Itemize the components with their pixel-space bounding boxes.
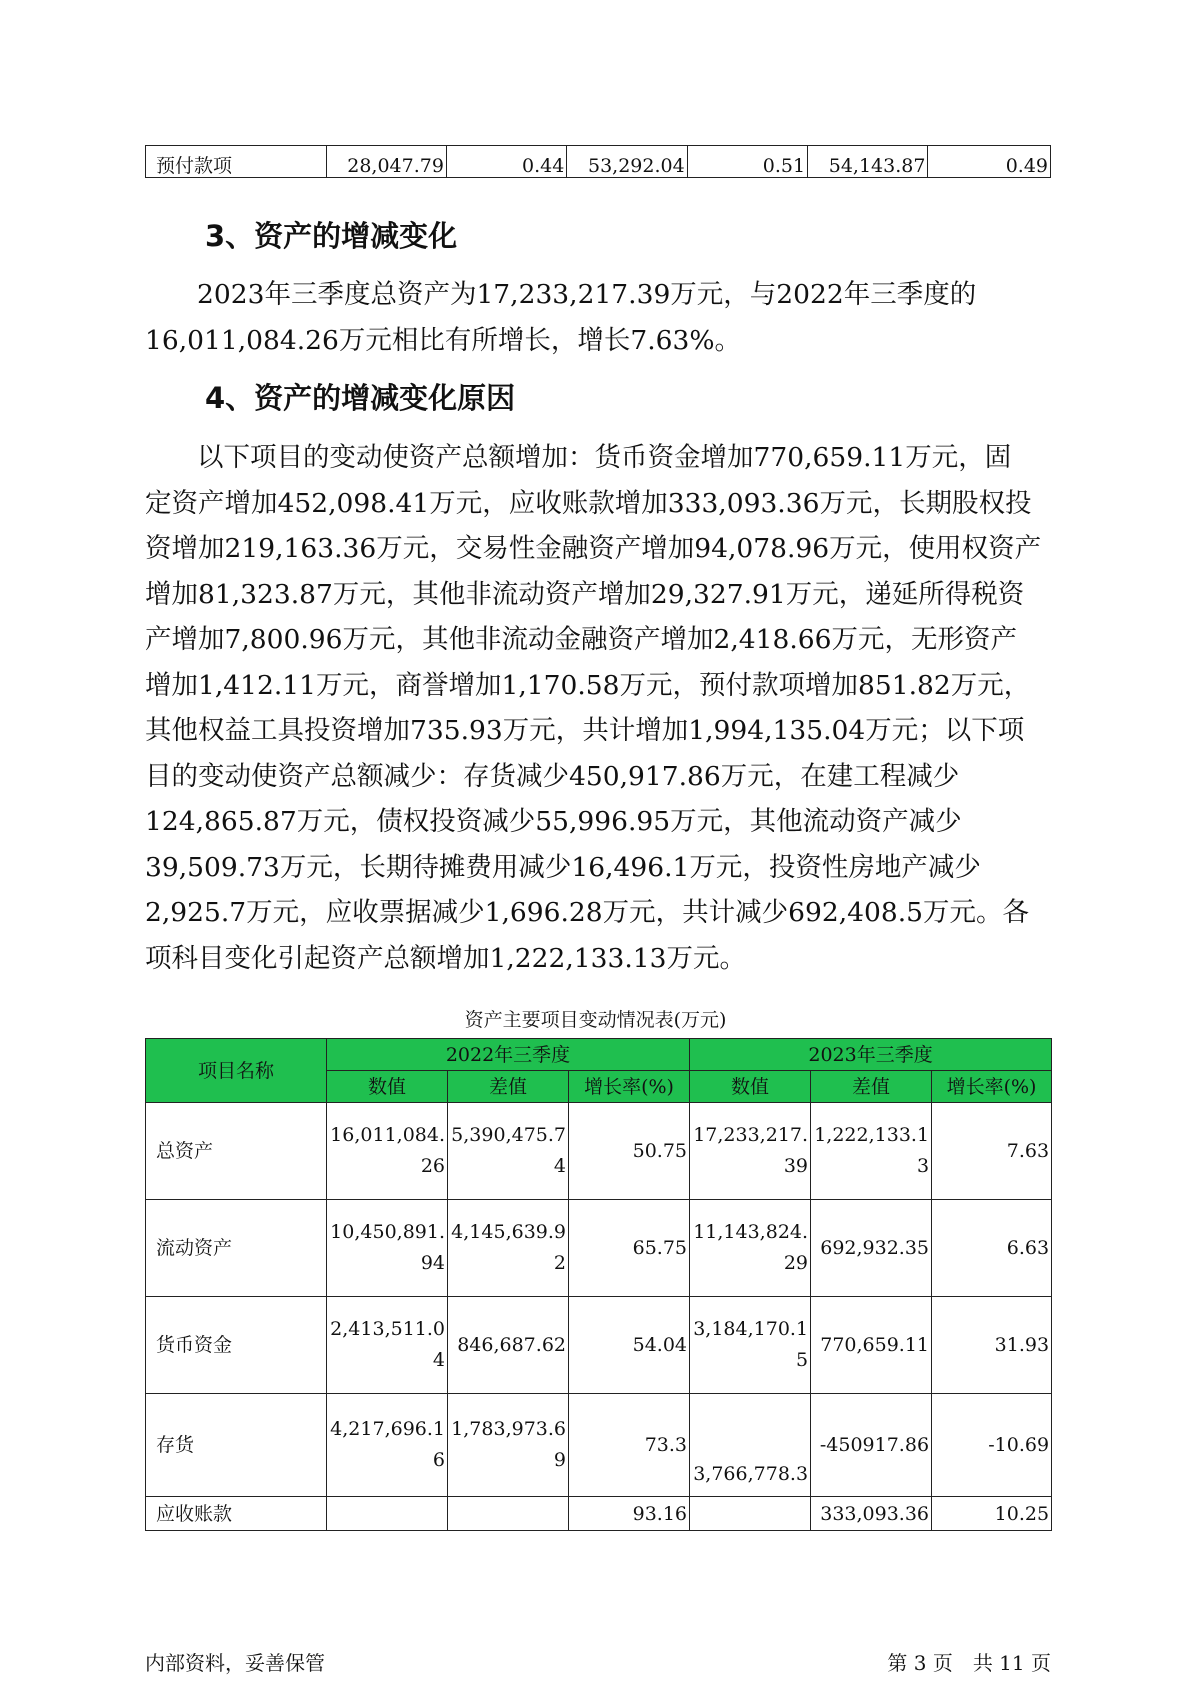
table-cell: 10,450,891.94: [327, 1200, 448, 1297]
footer-confidential-note: 内部资料，妥善保管: [145, 1651, 325, 1675]
table-cell: 0.49: [928, 146, 1051, 178]
paragraph-line: 增加1,412.11万元，商誉增加1,170.58万元，预付款项增加851.82万元，: [145, 669, 1031, 701]
table-cell: 53,292.04: [567, 146, 687, 178]
table-row: [146, 1497, 1052, 1531]
paragraph-line: 16,011,084.26万元相比有所增长，增长7.63%。: [145, 324, 742, 356]
table-cell: 4,217,696.16: [327, 1394, 448, 1497]
table-row: [146, 1103, 1052, 1200]
row-name: 应收账款: [146, 1497, 327, 1531]
header-growth: 增长率(%): [932, 1071, 1052, 1103]
header-growth: 增长率(%): [569, 1071, 690, 1103]
table-cell: 预付款项: [146, 146, 327, 178]
section-paragraph: [145, 272, 1051, 363]
header-value: 数值: [690, 1071, 811, 1103]
paragraph-line: 2023年三季度总资产为17,233,217.39万元，与2022年三季度的: [197, 279, 977, 310]
paragraph-line: 39,509.73万元，长期待摊费用减少16,496.1万元，投资性房地产减少: [145, 851, 981, 883]
table-cell: -10.69: [932, 1394, 1052, 1497]
table-cell: 0.44: [446, 146, 566, 178]
table-cell: 31.93: [932, 1297, 1052, 1394]
paragraph-line: 项科目变化引起资产总额增加1,222,133.13万元。: [145, 942, 747, 974]
table-cell: 11,143,824.29: [690, 1200, 811, 1297]
table-cell: 28,047.79: [326, 146, 446, 178]
table-cell: 692,932.35: [811, 1200, 932, 1297]
table-cell: 770,659.11: [811, 1297, 932, 1394]
paragraph-line: 2,925.7万元，应收票据减少1,696.28万元，共计减少692,408.5万元。各: [145, 897, 1030, 928]
table-cell: 6.63: [932, 1200, 1052, 1297]
table-header-row: [146, 1039, 1052, 1071]
section-paragraph: [145, 435, 1051, 981]
table-cell: 333,093.36: [811, 1497, 932, 1531]
table-cell: 54,143.87: [808, 146, 928, 178]
table-cell: [448, 1497, 569, 1531]
paragraph-line: 其他权益工具投资增加735.93万元，共计增加1,994,135.04万元；以下项: [145, 715, 1025, 746]
paragraph-line: 以下项目的变动使资产总额增加：货币资金增加770,659.11万元，固: [197, 442, 1012, 473]
previous-table-fragment: [145, 145, 1051, 178]
table-cell: 4,145,639.92: [448, 1200, 569, 1297]
header-period-2023: 2023年三季度: [690, 1039, 1052, 1071]
table-cell: 50.75: [569, 1103, 690, 1200]
table-cell: 3,184,170.15: [690, 1297, 811, 1394]
table-cell: 1,783,973.69: [448, 1394, 569, 1497]
table-cell: 0.51: [687, 146, 807, 178]
header-period-2022: 2022年三季度: [327, 1039, 690, 1071]
header-diff: 差值: [448, 1071, 569, 1103]
table-cell: -450917.86: [811, 1394, 932, 1497]
section-heading: 3、资产的增减变化: [205, 219, 458, 253]
section-heading: 4、资产的增减变化原因: [205, 381, 516, 415]
table-cell: 846,687.62: [448, 1297, 569, 1394]
table-cell: 5,390,475.74: [448, 1103, 569, 1200]
header-value: 数值: [327, 1071, 448, 1103]
table-cell: 54.04: [569, 1297, 690, 1394]
table-cell: 93.16: [569, 1497, 690, 1531]
paragraph-line: 产增加7,800.96万元，其他非流动金融资产增加2,418.66万元，无形资产: [145, 624, 1018, 655]
table-cell: 16,011,084.26: [327, 1103, 448, 1200]
table-cell: 3,766,778.3: [690, 1394, 811, 1497]
table-caption: 资产主要项目变动情况表(万元): [464, 1009, 727, 1031]
table-row: [146, 1297, 1052, 1394]
asset-change-table: [145, 1038, 1052, 1531]
row-name: 流动资产: [146, 1200, 327, 1297]
paragraph-line: 124,865.87万元，债权投资减少55,996.95万元，其他流动资产减少: [145, 806, 962, 837]
paragraph-line: 资增加219,163.36万元，交易性金融资产增加94,078.96万元，使用权资产: [145, 533, 1042, 564]
table-cell: [327, 1497, 448, 1531]
table-cell: [690, 1497, 811, 1531]
row-name: 存货: [146, 1394, 327, 1497]
table-cell: 7.63: [932, 1103, 1052, 1200]
row-name: 总资产: [146, 1103, 327, 1200]
table-cell: 2,413,511.04: [327, 1297, 448, 1394]
row-name: 货币资金: [146, 1297, 327, 1394]
table-cell: 1,222,133.13: [811, 1103, 932, 1200]
header-item-name: 项目名称: [146, 1039, 327, 1103]
table-cell: 65.75: [569, 1200, 690, 1297]
table-cell: 10.25: [932, 1497, 1052, 1531]
table-cell: 73.3: [569, 1394, 690, 1497]
paragraph-line: 目的变动使资产总额减少：存货减少450,917.86万元，在建工程减少: [145, 760, 960, 792]
table-row: [146, 1200, 1052, 1297]
footer-page-number: 第 3 页 共 11 页: [887, 1651, 1051, 1675]
table-cell: 17,233,217.39: [690, 1103, 811, 1200]
header-diff: 差值: [811, 1071, 932, 1103]
paragraph-line: 定资产增加452,098.41万元，应收账款增加333,093.36万元，长期股权投: [145, 487, 1032, 519]
table-row: [146, 1394, 1052, 1497]
table-row: [146, 146, 1051, 178]
paragraph-line: 增加81,323.87万元，其他非流动资产增加29,327.91万元，递延所得税资: [145, 578, 1025, 610]
